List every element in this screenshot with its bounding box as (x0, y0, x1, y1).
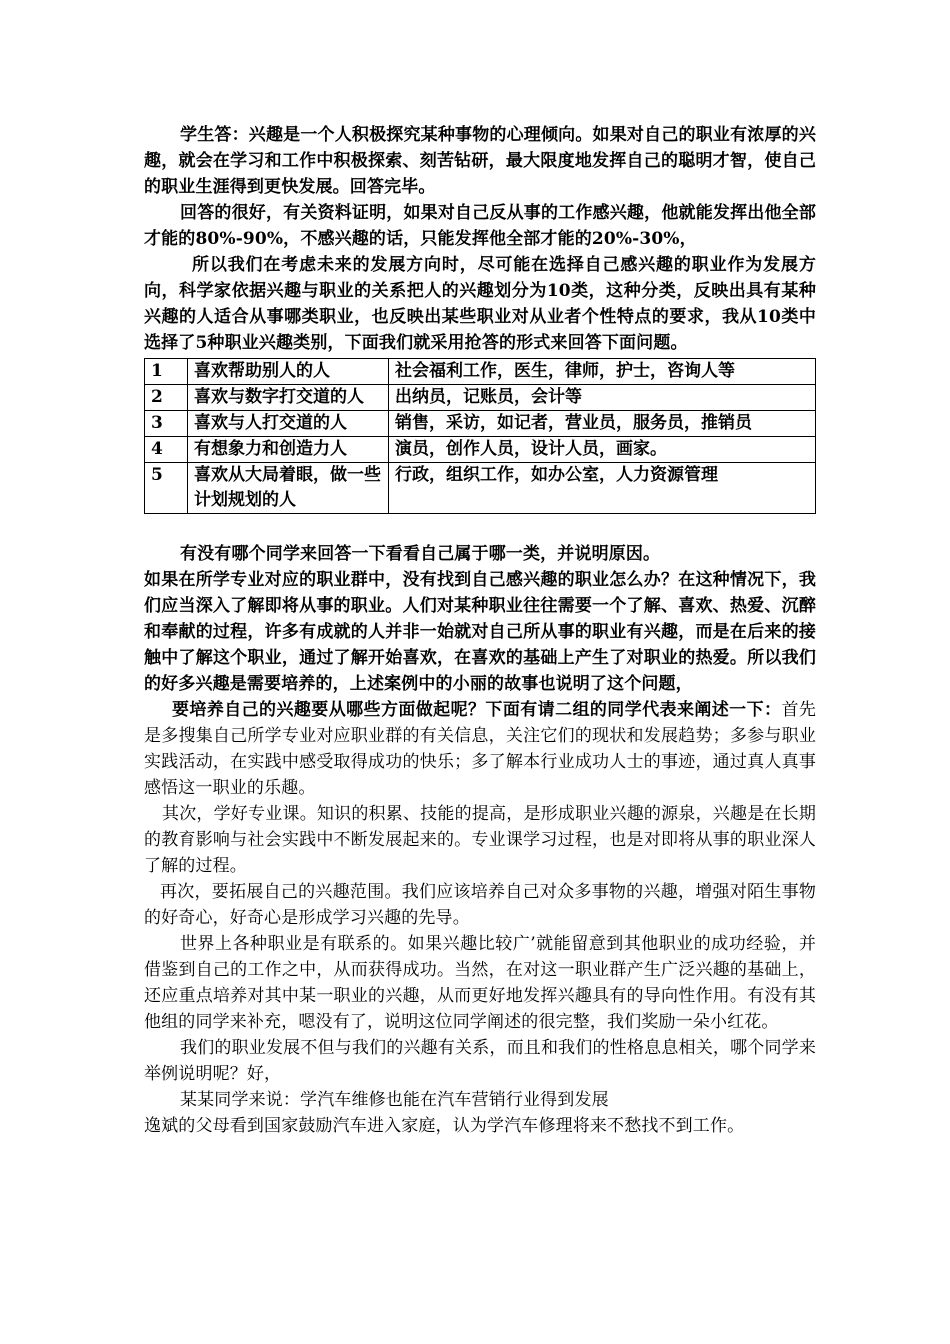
paragraph-how-to-cultivate (144, 697, 816, 801)
interest-cell: 喜欢与数字打交道的人 (188, 385, 389, 411)
paragraph-expand-interests: 再次，要拓展自己的兴趣范围。我们应该培养自己对众多事物的兴趣，增强对陌生事物的好奇心，好奇心是形成学习兴趣的先导。 (144, 882, 816, 928)
row-number: 3 (145, 411, 188, 437)
interest-cell: 喜欢从大局着眼，做一些计划规划的人 (188, 463, 389, 514)
row-number: 4 (145, 437, 188, 463)
jobs-cell: 演员，创作人员，设计人员，画家。 (389, 437, 816, 463)
paragraph-cultivate-interest: 如果在所学专业对应的职业群中，没有找到自己感兴趣的职业怎么办？在这种情况下，我们应当深入了解即将从事的职业。人们对某种职业往往需要一个了解、喜欢、热爱、沉醉和奉献的过程，许多有成就的人并非一始就对自己所从事的职业有兴趣，而是在后来的接触中了解这个职业，通过了解开始喜欢，在喜欢的基础上产生了对职业的热爱。所以我们的好多兴趣是需要培养的，上述案例中的小丽的故事也说明了这个问题， (144, 570, 816, 694)
table-row (145, 359, 816, 385)
table-row (145, 437, 816, 463)
paragraph-student-example: 某某同学来说：学汽车维修也能在汽车营销行业得到发展 (180, 1090, 609, 1110)
paragraph-question-prompt: 有没有哪个同学来回答一下看看自己属于哪一类，并说明原因。 (180, 544, 661, 564)
interest-category-table (144, 358, 816, 514)
paragraph-normal-body: 首先是多搜集自己所学专业对应职业群的有关信息，关注它们的现状和发展趋势；多参与职业实践活动，在实践中感受取得成功的快乐；多了解本行业成功人士的事迹，通过真人真事感悟这一职业的乐趣。 (144, 700, 816, 798)
paragraph-bold-lead: 要培养自己的兴趣要从哪些方面做起呢？下面有请二组的同学代表来阐述一下： (172, 700, 782, 720)
interest-cell: 喜欢帮助别人的人 (188, 359, 389, 385)
table-row (145, 411, 816, 437)
interest-cell: 喜欢与人打交道的人 (188, 411, 389, 437)
spacer (144, 514, 816, 541)
document-page (144, 122, 816, 1139)
paragraph-student-answer: 学生答：兴趣是一个人积极探究某种事物的心理倾向。如果对自己的职业有浓厚的兴趣，就会在学习和工作中积极探索、刻苦钻研，最大限度地发挥自己的聪明才智，使自己的职业生涯得到更快发展。回答完毕。 (144, 125, 816, 197)
paragraph-study-courses: 其次，学好专业课。知识的积累、技能的提高，是形成职业兴趣的源泉，兴趣是在长期的教育影响与社会实践中不断发展起来的。专业课学习过程，也是对即将从事的职业深人了解的过程。 (144, 804, 816, 876)
row-number: 1 (145, 359, 188, 385)
row-number: 5 (145, 463, 188, 514)
jobs-cell: 社会福利工作，医生，律师，护士，咨询人等 (389, 359, 816, 385)
interest-cell: 有想象力和创造力人 (188, 437, 389, 463)
paragraph-teacher-feedback: 回答的很好，有关资料证明，如果对自己反从事的工作感兴趣，他就能发挥出他全部才能的80%-90%，不感兴趣的话，只能发挥他全部才能的20%-30%， (144, 203, 816, 249)
paragraph-careers-connected: 世界上各种职业是有联系的。如果兴趣比较广’就能留意到其他职业的成功经验，并借鉴到自己的工作之中，从而获得成功。当然，在对这一职业群产生广泛兴趣的基础上，还应重点培养对其中某一职业的兴趣，从而更好地发挥兴趣具有的导向性作用。有没有其他组的同学来补充，嗯没有了，说明这位同学阐述的很完整，我们奖励一朵小红花。 (144, 934, 816, 1032)
paragraph-interest-categories: 所以我们在考虑未来的发展方向时，尽可能在选择自己感兴趣的职业作为发展方向，科学家依据兴趣与职业的关系把人的兴趣划分为10类，这种分类，反映出具有某种兴趣的人适合从事哪类职业，也反映出某些职业对从业者个性特点的要求，我从10类中选择了5种职业兴趣类别，下面我们就采用抢答的形式来回答下面问题。 (144, 255, 816, 353)
row-number: 2 (145, 385, 188, 411)
table-row (145, 463, 816, 514)
paragraph-case-story: 逸斌的父母看到国家鼓励汽车进入家庭，认为学汽车修理将来不愁找不到工作。 (144, 1116, 745, 1136)
jobs-cell: 出纳员，记账员，会计等 (389, 385, 816, 411)
table-row (145, 385, 816, 411)
paragraph-personality: 我们的职业发展不但与我们的兴趣有关系，而且和我们的性格息息相关，哪个同学来举例说明呢？好， (144, 1038, 816, 1084)
jobs-cell: 行政，组织工作，如办公室，人力资源管理 (389, 463, 816, 514)
jobs-cell: 销售，采访，如记者，营业员，服务员，推销员 (389, 411, 816, 437)
